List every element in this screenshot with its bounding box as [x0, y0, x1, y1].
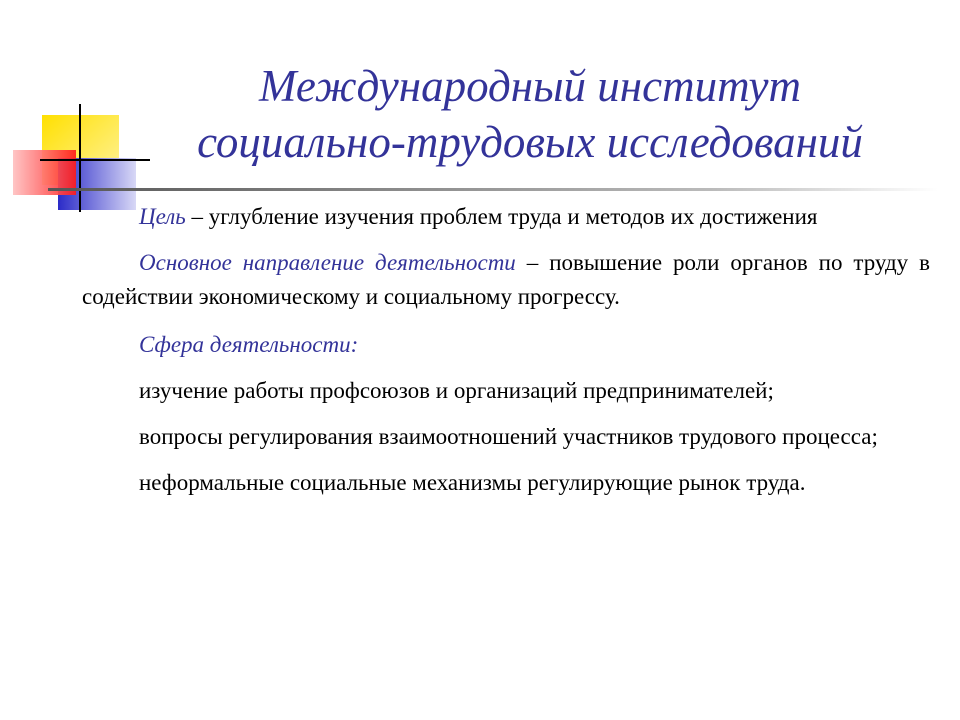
goal-term: Цель	[139, 204, 186, 229]
direction-paragraph	[82, 246, 930, 314]
sphere-item-1: изучение работы профсоюзов и организаций предпринимателей;	[139, 378, 774, 403]
goal-text: углубление изучения проблем труда и методов их достижения	[208, 204, 818, 229]
title-underline	[48, 188, 938, 191]
direction-dash: –	[515, 250, 550, 275]
direction-term: Основное направление деятельности	[139, 250, 516, 275]
goal-paragraph	[82, 200, 930, 234]
direction-text: повышение роли органов по труду в содействии экономическому и социальному прогрессу.	[82, 250, 930, 309]
slide-body	[82, 200, 930, 500]
sphere-item-2: вопросы регулирования взаимоотношений участников трудового процесса;	[139, 424, 878, 449]
goal-dash: –	[185, 204, 209, 229]
slide-title	[130, 58, 930, 170]
title-line-1: Международный институт	[259, 61, 801, 111]
sphere-item-3: неформальные социальные механизмы регулирующие рынок труда.	[139, 470, 806, 495]
sphere-heading: Сфера деятельности:	[139, 332, 359, 357]
title-line-2: социально-трудовых исследований	[197, 117, 863, 167]
